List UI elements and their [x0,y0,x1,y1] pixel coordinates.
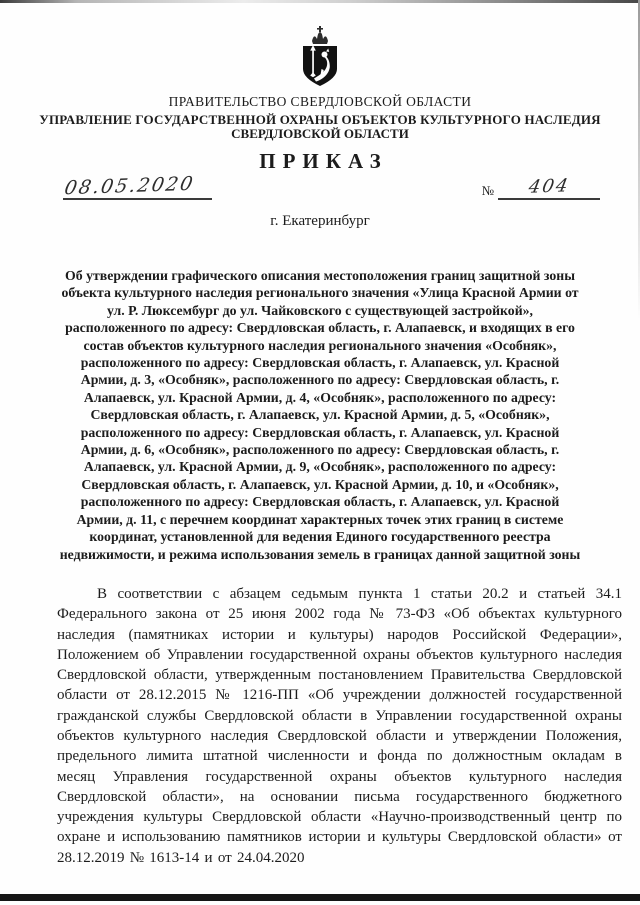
org-name-department-line1: УПРАВЛЕНИЕ ГОСУДАРСТВЕННОЙ ОХРАНЫ ОБЪЕКТОВ КУЛЬТУРНОГО НАСЛЕДИЯ [39,112,601,127]
handwritten-date: 08.05.2020 [62,172,197,200]
document-type-heading: ПРИКАЗ [259,149,388,173]
date-number-row [63,174,600,200]
number-label: № [481,183,494,198]
scan-artifact-top-edge [0,0,640,3]
handwritten-number: 404 [526,175,572,198]
number-line [498,175,600,200]
emblem-container [0,0,640,89]
city-line: г. Екатеринбург [270,213,370,229]
scan-artifact-bottom-edge [0,894,640,901]
coat-of-arms-icon [299,25,341,87]
number-field [481,175,600,200]
date-field [62,172,212,200]
org-name-government: ПРАВИТЕЛЬСТВО СВЕРДЛОВСКОЙ ОБЛАСТИ [168,94,472,109]
order-title: Об утверждении графического описания местоположения границ защитной зоны объекта культурного наследия регионального значения «Улица Красной Армии от ул. Р. Люксембург до ул. Чайковского с существующей застройкой», расположенного по адресу: Свердловская область, г. Алапаевск, и входящих в его состав объектов культурного наследия регионального значения «Особняк», расположенного по адресу: Свердловская область, г. Алапаевск, ул. Красной Армии, д. 3, «Особняк», расположенного по адресу: Свердловская область, г. Алапаевск, ул. Красной Армии, д. 4, «Особняк», расположенного по адресу: Свердловская область, г. Алапаевск, ул. Красной Армии, д. 5, «Особняк», расположенного по адресу: Свердловская область, г. Алапаевск, ул. Красной Армии, д. 6, «Особняк», расположенного по адресу: Свердловская область, г. Алапаевск, ул. Красной Армии, д. 9, «Особняк», расположенного по адресу: Свердловская область, г. Алапаевск, ул. Красной Армии, д. 10, и «Особняк», расположенного по адресу: Свердловская область, г. Алапаевск, ул. Красной Армии, д. 11, с перечнем координат характерных точек этих границ в системе координат, установленной для ведения Единого государственного реестра недвижимости, и режима использования земель в границах данной защитной зоны [59,268,581,562]
org-name-department-line2: СВЕРДЛОВСКОЙ ОБЛАСТИ [231,126,409,141]
order-body-paragraph: В соответствии с абзацем седьмым пункта 1 статьи 20.2 и статьей 34.1 Федерального закона от 25 июня 2002 года № 73-ФЗ «Об объектах культурного наследия (памятниках истории и культуры) народов Российской Федерации», Положением об Управлении государственной охраны объектов культурного наследия Свердловской области, утвержденным постановлением Правительства Свердловской области от 28.12.2015 № 1216-ПП «Об учреждении должностей государственной гражданской службы Свердловской области в Управлении государственной охраны объектов культурного наследия Свердловской области и утверждении Положения, предельного лимита штатной численности и фонда по должностным окладам в месяц Управления государственной охраны объектов культурного наследия Свердловской области», на основании письма государственного бюджетного учреждения культуры Свердловской области «Научно-производственный центр по охране и использованию памятников истории и культуры Свердловской области» от 28.12.2019 № 1613-14 и от 24.04.2020 [57,585,622,866]
